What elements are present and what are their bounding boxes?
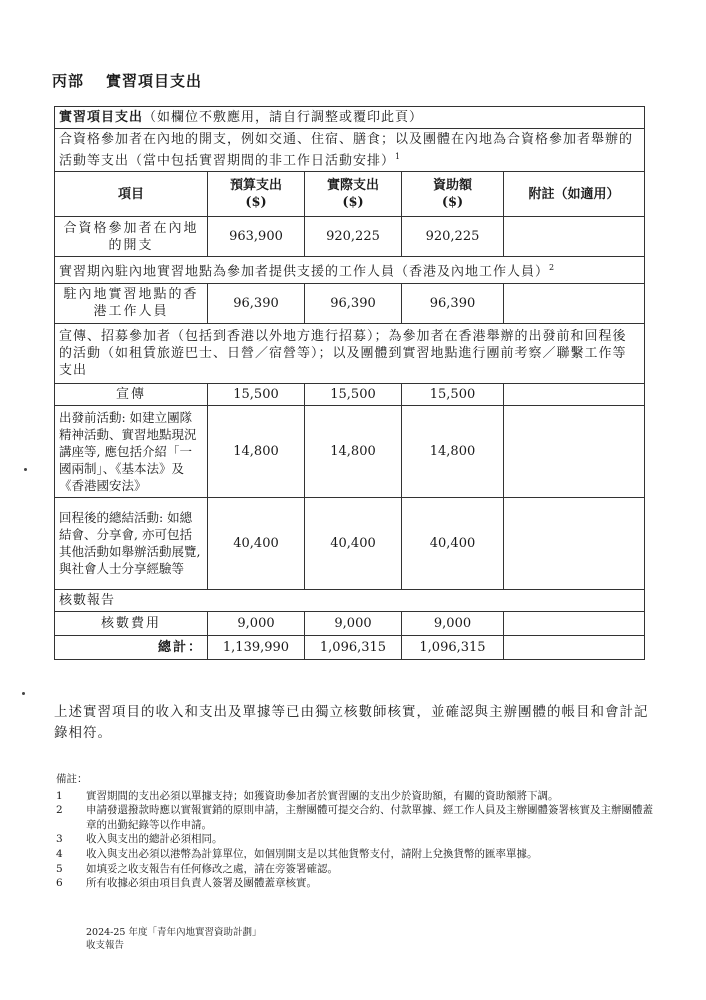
category-2-text: 實習期內駐內地實習地點為參加者提供支援的工作人員（香港及內地工作人員）	[59, 264, 550, 280]
note-item: 1 實習期間的支出必須以單據支持；如獲資助參加者於實習團的支出少於資助額，有關的資助額將下調。	[56, 789, 559, 802]
row-remarks	[504, 405, 645, 497]
expenditure-table	[54, 106, 645, 660]
category-2-footnote: 2	[549, 263, 556, 273]
notes-section	[56, 772, 656, 891]
row-actual: 15,500	[305, 383, 402, 405]
row-remarks	[504, 383, 645, 405]
row-item: 駐內地實習地點的香港工作人員	[55, 283, 208, 323]
header-item: 項目	[55, 172, 208, 217]
row-budget: 14,800	[208, 405, 305, 497]
note-item: 5 如填妥之收支報告有任何修改之處，請在旁簽署確認。	[56, 862, 338, 875]
row-actual: 96,390	[305, 283, 402, 323]
category-1	[55, 129, 645, 172]
note-item: 6 所有收據必須由項目負責人簽署及團體蓋章核實。	[56, 877, 317, 890]
section-heading	[52, 70, 224, 91]
row-remarks	[504, 611, 645, 635]
row-item: 合資格參加者在內地的開支	[55, 217, 208, 257]
row-budget: 40,400	[208, 497, 305, 589]
total-grant: 1,096,315	[402, 635, 504, 659]
row-budget: 9,000	[208, 611, 305, 635]
row-grant: 40,400	[402, 497, 504, 589]
table-row	[55, 217, 645, 257]
footer-line-1: 2024-25 年度「青年內地實習資助計劃」	[86, 927, 262, 938]
scan-speck	[24, 468, 27, 471]
row-budget: 96,390	[208, 283, 305, 323]
table-caption-note: （如欄位不敷應用，請自行調整或覆印此頁）	[143, 110, 424, 125]
row-actual: 14,800	[305, 405, 402, 497]
row-item: 回程後的總結活動: 如總結會、分享會, 亦可包括其他活動如舉辦活動展覽, 與社會人士分享經驗等	[55, 497, 208, 589]
category-1-footnote: 1	[395, 152, 402, 161]
category-3: 宣傳、招募參加者（包括到香港以外地方進行招募）；為參加者在香港舉辦的出發前和回程後的活動（如租賃旅遊巴士、日營／宿營等）；以及團體到實習地點進行團前考察／聯繫工作等支出	[55, 323, 645, 383]
category-4: 核數報告	[55, 589, 645, 611]
row-grant: 9,000	[402, 611, 504, 635]
table-row	[55, 611, 645, 635]
note-item: 2 申請發還撥款時應以實報實銷的原則申請，主辦團體可提交合約、付款單據、經工作人員及主辦團體簽署核實及主辦團體蓋章的出勤紀錄等以作申請。	[56, 804, 653, 831]
row-actual: 9,000	[305, 611, 402, 635]
row-item: 出發前活動: 如建立團隊精神活動、實習地點現況講座等, 應包括介紹「一國兩制」、《基本法》及《香港國安法》	[55, 405, 208, 497]
row-budget: 963,900	[208, 217, 305, 257]
footer-line-2: 收支報告	[86, 940, 125, 951]
note-item: 3 收入與支出的總計必須相同。	[56, 833, 223, 846]
total-row	[55, 635, 645, 659]
category-1-text: 合資格參加者在內地的開支，例如交通、住宿、膳食；以及團體在內地為合資格參加者舉辦的活動等支出（當中包括實習期間的非工作日活動安排）	[59, 132, 634, 169]
total-remarks	[504, 635, 645, 659]
total-actual: 1,096,315	[305, 635, 402, 659]
table-row	[55, 283, 645, 323]
total-budget: 1,139,990	[208, 635, 305, 659]
row-grant: 920,225	[402, 217, 504, 257]
row-remarks	[504, 283, 645, 323]
total-label: 總計：	[55, 635, 208, 659]
header-remarks: 附註（如適用）	[504, 172, 645, 217]
notes-heading: 備註：	[56, 773, 88, 785]
row-remarks	[504, 217, 645, 257]
note-item: 4 收入與支出必須以港幣為計算單位，如個別開支是以其他貨幣支付，請附上兌換貨幣的匯率單據。	[56, 847, 538, 860]
audit-statement: 上述實習項目的收入和支出及單據等已由獨立核數師核實，並確認與主辦團體的帳目和會計記錄相符。	[54, 704, 649, 741]
table-caption	[55, 107, 645, 129]
row-actual: 920,225	[305, 217, 402, 257]
table-row	[55, 497, 645, 589]
header-grant: 資助額 ($)	[402, 172, 504, 217]
row-budget: 15,500	[208, 383, 305, 405]
row-item: 核數費用	[55, 611, 208, 635]
page-footer	[86, 926, 262, 952]
row-grant: 14,800	[402, 405, 504, 497]
category-2	[55, 257, 645, 283]
section-subtitle: 實習項目支出	[106, 72, 203, 90]
header-actual: 實際支出 ($)	[305, 172, 402, 217]
row-item: 宣傳	[55, 383, 208, 405]
header-budget: 預算支出 ($)	[208, 172, 305, 217]
row-actual: 40,400	[305, 497, 402, 589]
row-grant: 15,500	[402, 383, 504, 405]
row-grant: 96,390	[402, 283, 504, 323]
scan-speck	[22, 692, 25, 695]
table-row	[55, 405, 645, 497]
row-remarks	[504, 497, 645, 589]
table-caption-bold: 實習項目支出	[59, 110, 144, 125]
table-row	[55, 383, 645, 405]
section-title: 丙部	[52, 72, 85, 90]
